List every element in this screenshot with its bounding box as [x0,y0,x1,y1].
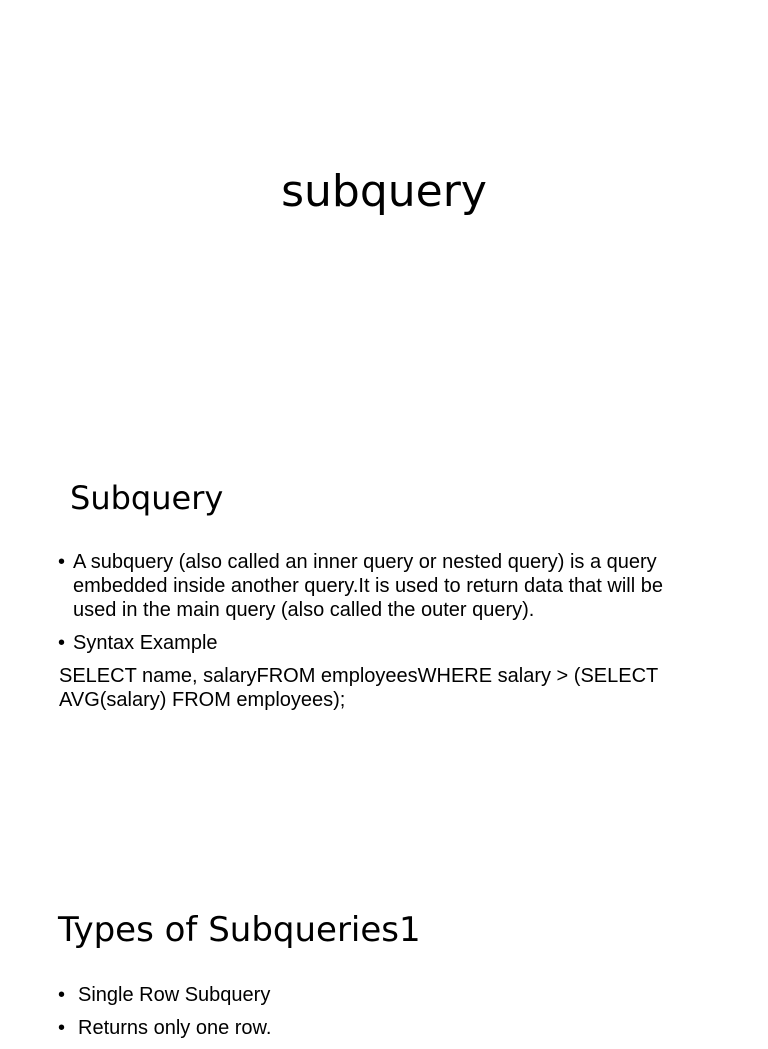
slide-title-heading: subquery [281,166,487,217]
bullet-list [58,983,698,1049]
bullet-item: • Single Row Subquery [58,983,698,1007]
slide-heading: Subquery [70,479,224,517]
bullet-list [58,550,698,664]
slide-types-of-subqueries [0,860,768,1039]
bullet-item: • Returns only one row. [58,1016,698,1040]
slide-title [0,0,768,420]
slide-subquery [0,420,768,860]
syntax-example-text: SELECT name, salaryFROM employeesWHERE salary > (SELECT AVG(salary) FROM employees); [59,665,658,711]
bullet-item: • Syntax Example [58,631,698,655]
slide-heading: Types of Subqueries1 [58,910,421,950]
bullet-item: • A subquery (also called an inner query or nested query) is a query embedded inside another query.It is used to return data that will be used in the main query (also called the outer query). [58,550,698,622]
